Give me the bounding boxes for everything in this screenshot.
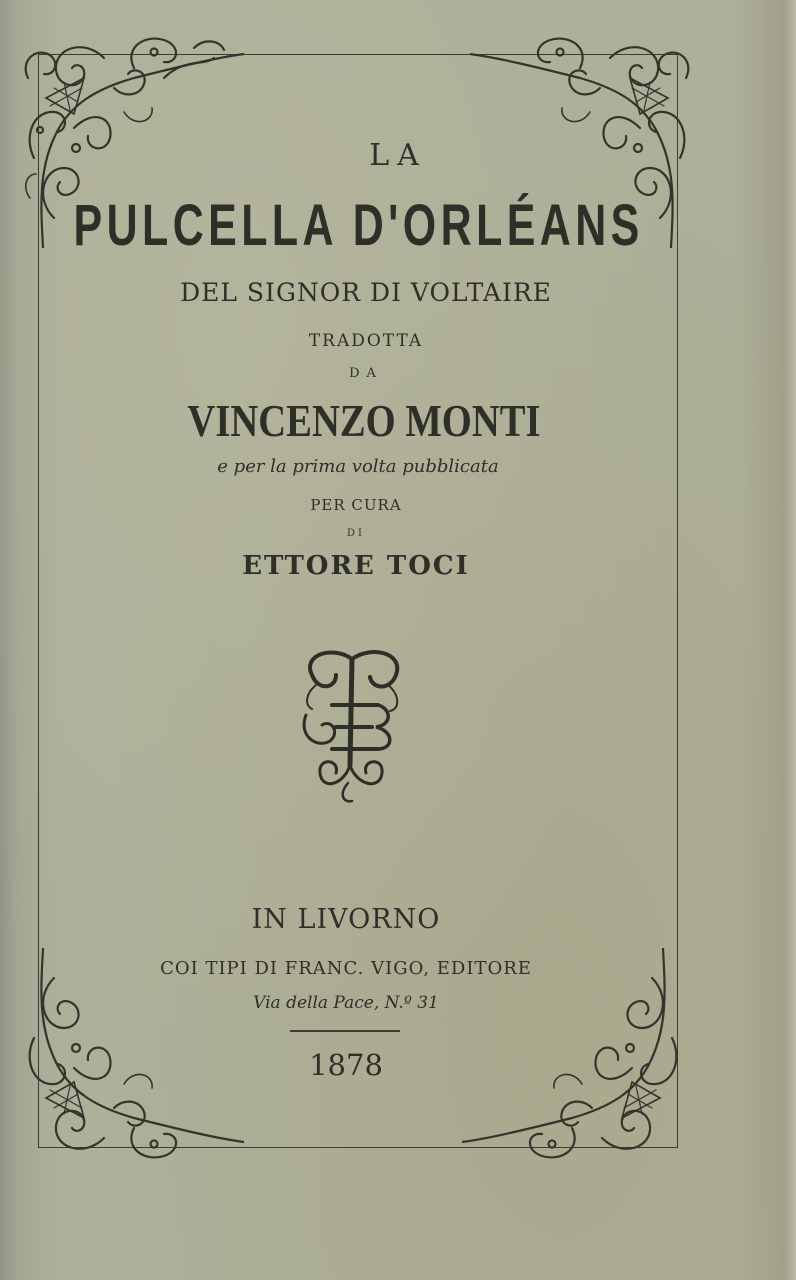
imprint-printer: COI TIPI DI FRANC. VIGO, EDITORE (160, 958, 532, 979)
divider-rule (290, 1030, 400, 1032)
original-author-line: DEL SIGNOR DI VOLTAIRE (180, 278, 552, 307)
imprint-address: Via della Pace, N.º 31 (253, 993, 439, 1013)
edited-by-label: PER CURA (310, 496, 402, 514)
of-label: DI (347, 528, 365, 539)
translated-label: TRADOTTA (308, 331, 424, 351)
publisher-monogram-icon (292, 645, 412, 805)
publication-year: 1878 (309, 1048, 383, 1082)
title-article: LA (369, 138, 427, 173)
first-publication-note: e per la prima volta pubblicata (217, 456, 499, 477)
editor-name: ETTORE TOCI (242, 551, 470, 581)
page-edge (782, 0, 796, 1280)
book-title: PULCELLA D'ORLÉANS (73, 193, 644, 258)
translator-name: VINCENZO MONTI (187, 395, 541, 446)
imprint-city: IN LIVORNO (251, 904, 441, 935)
by-label: DA (349, 366, 383, 381)
